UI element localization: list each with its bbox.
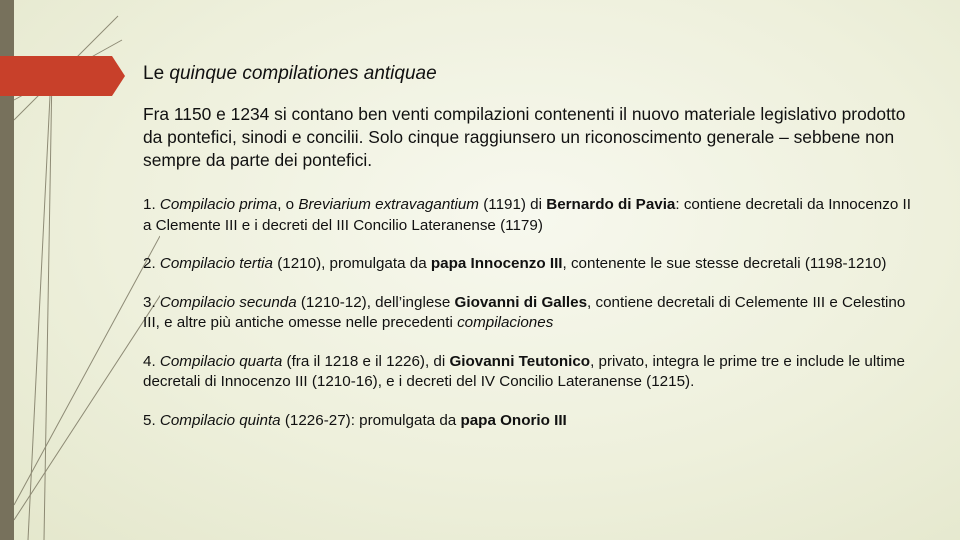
item-text: , contiene decretali di Celemente III e Celestino III, e altre più antiche omesse nelle precedenti	[143, 293, 906, 331]
item-text: (1210-12), dell’inglese	[296, 293, 455, 311]
compilation-item-5	[143, 411, 923, 432]
author-name: papa Innocenzo III	[430, 255, 563, 272]
item-text: (1226-27): promulgata da	[280, 411, 461, 429]
slide-content	[143, 103, 923, 431]
compilation-item-4	[143, 352, 923, 393]
item-text: (fra il 1218 e il 1226), di	[282, 352, 450, 370]
item-text: , privato, integra le prime tre e include le ultime decretali di Innocenzo III (1210-16), e i decreti del IV Concilio Lateranense (1215).	[143, 352, 905, 390]
item-text: (1191) di	[478, 196, 547, 213]
work-title: Compilacio tertia	[159, 255, 273, 272]
italic-term: compilaciones	[457, 314, 554, 331]
work-title: Compilacio quinta	[159, 411, 281, 429]
title-accent-flag	[0, 56, 125, 96]
author-name: papa Onorio III	[460, 411, 567, 429]
author-name: Giovanni Teutonico	[449, 352, 591, 370]
item-text: : contiene decretali da Innocenzo II a Clemente III e i decreti del III Concilio Lateranense (1179)	[143, 196, 911, 234]
slide-title	[143, 61, 437, 87]
item-text: (1210), promulgata da	[273, 255, 431, 272]
item-number: 4.	[143, 352, 160, 370]
compilation-item-2	[143, 254, 923, 275]
item-number: 2.	[143, 255, 160, 272]
compilation-item-1	[143, 195, 923, 236]
item-text: , o	[277, 196, 299, 213]
title-italic: quinque compilationes antiquae	[169, 63, 437, 84]
item-number: 3.	[143, 293, 160, 311]
author-name: Bernardo di Pavia	[546, 196, 676, 213]
work-alt-title: Breviarium extravagantium	[298, 196, 479, 213]
item-number: 5.	[143, 411, 160, 429]
work-title: Compilacio secunda	[159, 293, 297, 311]
intro-paragraph: Fra 1150 e 1234 si contano ben venti compilazioni contenenti il nuovo materiale legislativo prodotto da pontefici, sinodi e concilii. Solo cinque raggiunsero un riconoscimento generale – sebbene non sempre da parte dei pontefici.	[143, 104, 906, 170]
item-number: 1.	[143, 196, 160, 213]
compilation-item-3	[143, 293, 923, 334]
work-title: Compilacio prima	[159, 196, 278, 213]
item-text: , contenente le sue stesse decretali (1198-1210)	[562, 255, 887, 272]
work-title: Compilacio quarta	[159, 352, 283, 370]
title-prefix: Le	[143, 63, 170, 84]
author-name: Giovanni di Galles	[454, 293, 588, 311]
